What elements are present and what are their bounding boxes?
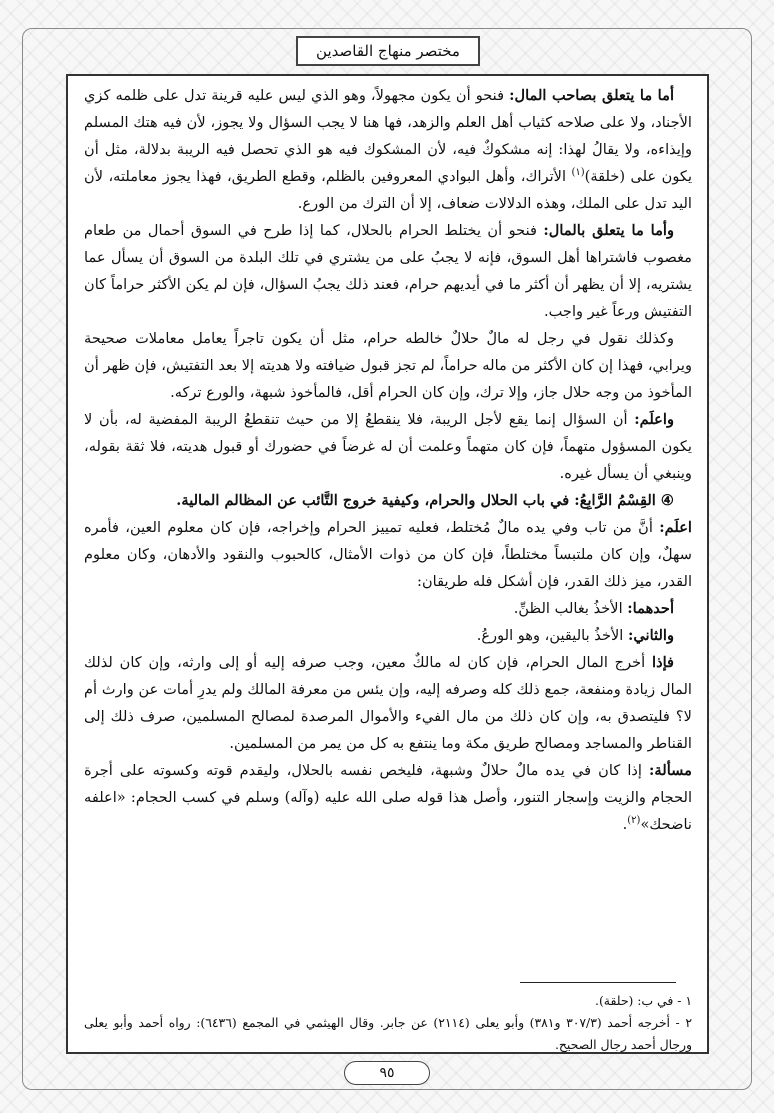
paragraph: [84, 649, 692, 757]
paragraph-lead: واعلَم:: [634, 411, 674, 428]
book-title: مختصر منهاج القاصدين: [316, 42, 460, 60]
paragraph: [84, 325, 692, 406]
page-number: ٩٥: [379, 1065, 395, 1081]
section-title: ④ القِسْمُ الرَّابِعُ: في باب الحلال والحرام، وكيفية خروج التَّائب عن المظالم المالية.: [176, 492, 674, 509]
paragraph: [84, 217, 692, 325]
paragraph-text: أنَّ من تاب وفي يده مالٌ مُختلط، فعليه تمييز الحرام وإخراجه، فإن كان معلوم العين، فأمره سهلٌ، وإن كان ملتبساً مختلطاً، فإن كان من ذوات الأمثال، كالحبوب والنقود والأدهان، وكان معلوم القدر، ميز ذلك القدر، فإن أشكل فله طريقان:: [84, 519, 692, 590]
paragraph-text: فنحو أن يكون مجهولاً، وهو الذي ليس عليه قرينة تدل على ظلمه كزي الأجناد، ولا على صلاحه كثياب أهل العلم والزهد، فها هنا لا يجب السؤال ولا يجوز، لأن فيه هتك المسلم وإيذاءه، ولا يقالُ لهذا: إنه مشكوكٌ فيه، لأن المشكوك فيه هو الذي تحصل فيه الريبة بدلالة، مثل أن يكون على (خلقة): [84, 87, 693, 185]
paragraph: [84, 595, 692, 622]
paragraph-lead: أحدهما:: [627, 600, 674, 617]
paragraph-text: .: [622, 816, 628, 833]
footnote-ref: (٢): [627, 815, 641, 827]
footnote-separator: [520, 982, 676, 983]
footnote: ٢ - أخرجه أحمد (٣٠٧/٣ و٣٨١) وأبو يعلى (٢١١٤) عن جابر. وقال الهيثمي في المجمع (٦٤٣٦): رواه أحمد وأبو يعلى ورجال أحمد رجال الصحيح.: [84, 1015, 692, 1052]
paragraph-text: أخرج المال الحرام، فإن كان له مالكٌ معين، وجب صرفه إليه أو إلى وارثه، وإن كان لذلك المال زيادة ومنفعة، جمع ذلك كله وصرفه إليه، وإن يئس من معرفة المالك ولم يدرِ أمات عن وارث أم لا؟ فليتصدق به، وإن كان ذلك من مال الفيء والأموال المرصدة لمصالح المسلمين، صرف ذلك إلى القناطر والمساجد ومصالح طريق مكة وما ينتفع به كل من يمر من المسلمين.: [84, 654, 692, 752]
paragraph-text: أن السؤال إنما يقع لأجل الريبة، فلا ينقطعُ إلا من حيث تنقطعُ الريبة المفضية له، بأن لا يكون المسؤول متهماً، فإن كان متهماً وعلمت أن له غرضاً في حضورك أو قبول هديته، فلا ثقة بقوله، وينبغي أن يسأل غيره.: [84, 411, 692, 482]
paragraph-text: الأتراك، وأهل البوادي المعروفين بالظلم، وقطع الطريق، فهذا يجوز معاملته، لأن اليد تدل على الملك، وهذه الدلالات ضعاف، إلا أن الترك من الورع.: [84, 168, 692, 212]
page-number-box: [344, 1061, 430, 1085]
section-heading: [84, 487, 692, 514]
main-text: [84, 82, 692, 838]
paragraph-text: الأخذُ بغالب الظنِّ.: [513, 600, 628, 617]
paragraph-lead: والثاني:: [627, 627, 674, 644]
paragraph-lead: فإذا: [652, 654, 674, 671]
footnote: ١ - في ب: (حلقة).: [595, 993, 692, 1008]
paragraph: [84, 622, 692, 649]
paragraph-text: إذا كان في يده مالٌ حلالٌ وشبهة، فليخص نفسه بالحلال، وليقدم قوته وكسوته على أجرة الحجام والزيت وإسجار التنور، وأصل هذا قوله صلى الله عليه (وآله) وسلم في كسب الحجام: «اعلفه ناضحك»: [84, 762, 692, 833]
paragraph: [84, 514, 692, 595]
paragraph-lead: وأما ما يتعلق بالمال:: [543, 222, 675, 239]
paragraph-lead: أما ما يتعلق بصاحب المال:: [509, 87, 674, 104]
paragraph-text: وكذلك نقول في رجل له مالٌ حلالٌ خالطه حرام، مثل أن يكون تاجراً يعامل معاملات صحيحة ويرابي، فهذا إن كان الأكثر من ماله حراماً، لم تجز قبول ضيافته ولا هديته إلا بعد التفتيش، فإن ظهر أن المأخوذ من وجه حلال جاز، وإلا ترك، وإن كان الحرام أقل، فالمأخوذ شبهة، والورع تركه.: [84, 330, 692, 401]
paragraph: [84, 406, 692, 487]
paragraph-text: الأخذُ باليقين، وهو الورعُ.: [476, 627, 628, 644]
paragraph: [84, 82, 692, 217]
footnote-ref: (١): [571, 167, 585, 179]
running-header: [296, 36, 480, 66]
footnotes: [84, 990, 692, 1056]
paragraph-lead: مسألة:: [649, 762, 692, 779]
paragraph-text: فنحو أن يختلط الحرام بالحلال، كما إذا طرح في السوق أحمال من طعام مغصوب فاشتراها أهل السوق، فإنه لا يجبُ على من يشتري في تلك البلدة من السوق أن يسأل عما يشتريه، إلا أن يظهر أن أكثر ما في أيديهم حرام، فعند ذلك يجبُ السؤال، فإن لم يكن الأكثر حراماً كان التفتيش ورعاً غير واجب.: [84, 222, 692, 320]
paragraph-lead: اعلَم:: [659, 519, 692, 536]
paragraph: [84, 757, 692, 838]
